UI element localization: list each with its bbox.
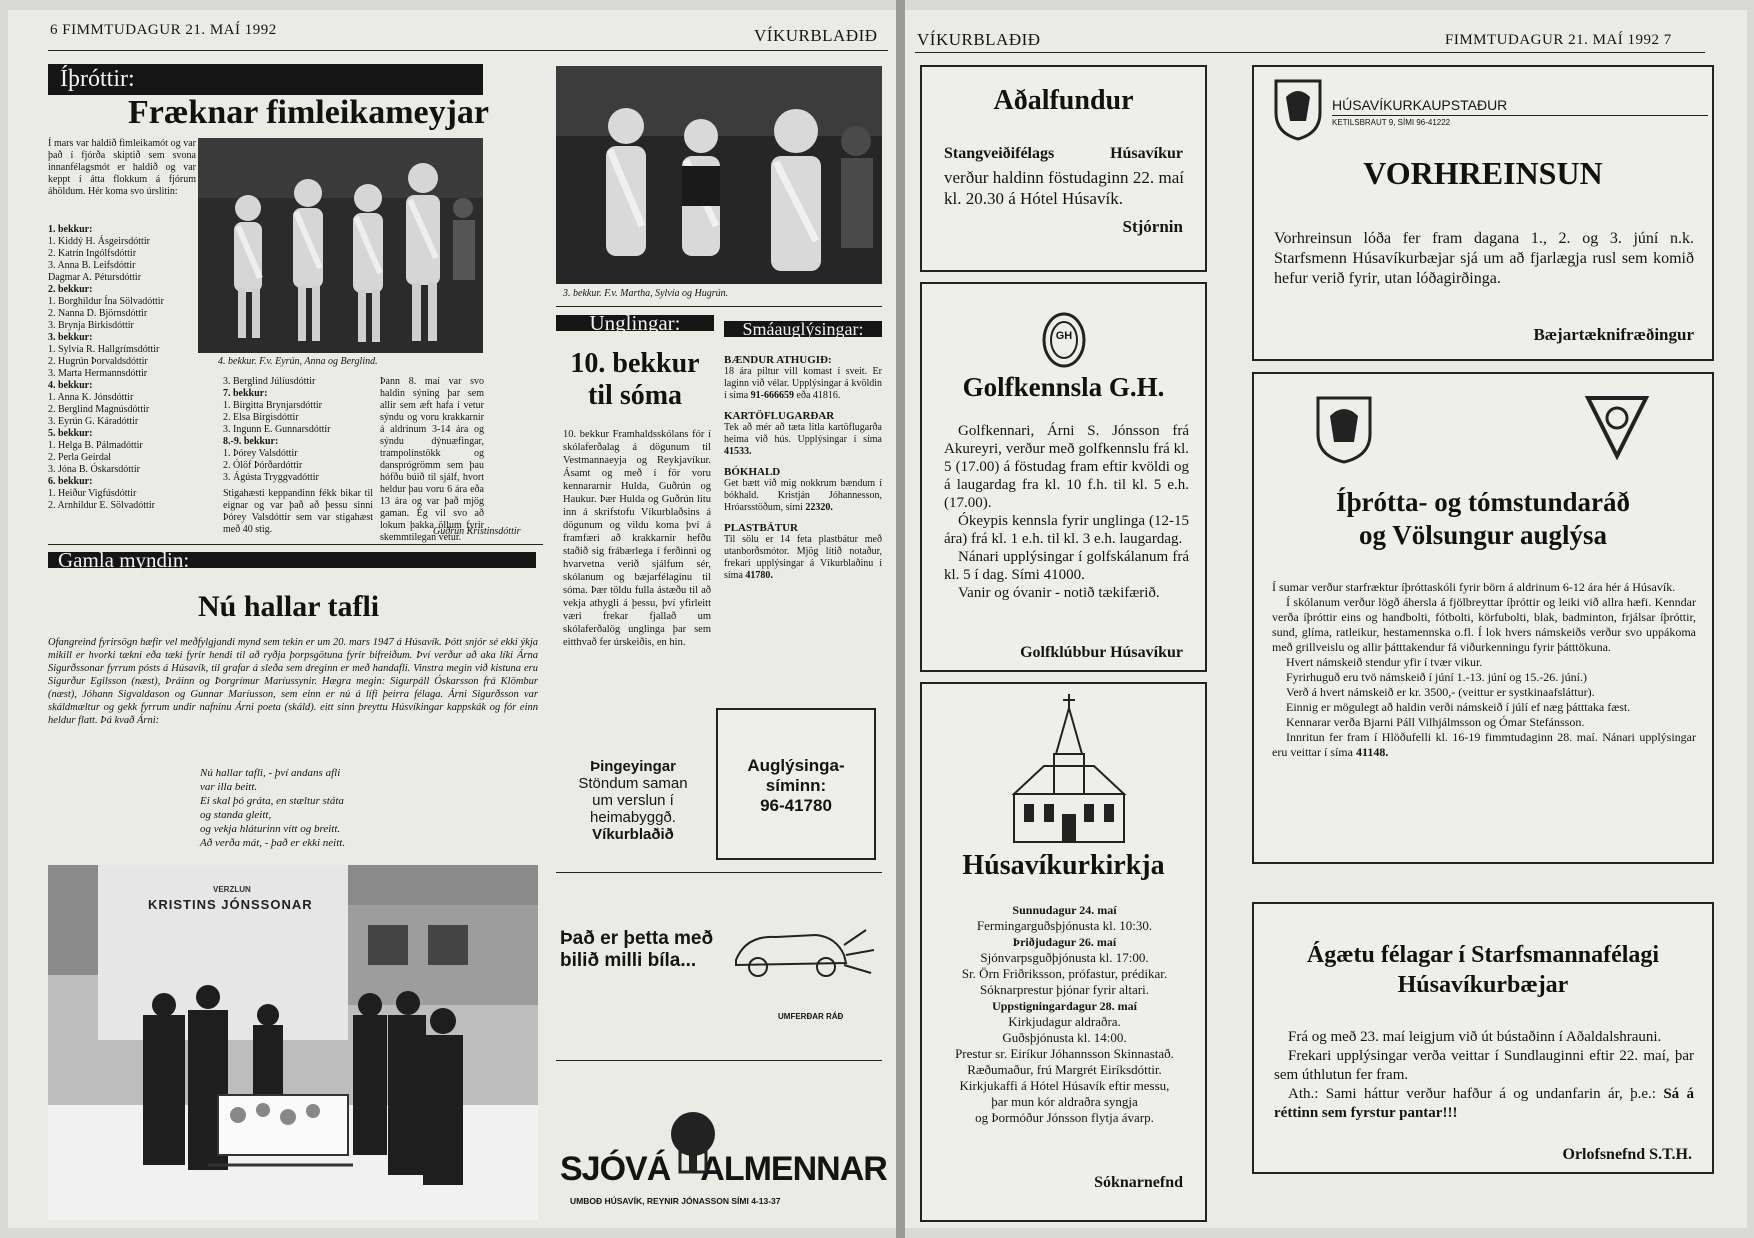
left-page: [8, 10, 896, 1228]
classified-phone: 91-666659: [750, 390, 795, 401]
service-line: Sjónvarpsguðþjónusta kl. 17:00.: [980, 950, 1149, 965]
classifieds-kicker: Smáauglýsingar:: [724, 321, 882, 337]
result-line: 2. bekkur:: [48, 284, 93, 295]
ad-thingeyingar: [563, 758, 703, 843]
classified-item: [724, 410, 882, 458]
adalfundur-text: verður haldinn föstudaginn 22. maí kl. 20.30 á Hótel Húsavík.: [944, 168, 1184, 208]
ith-p7: Kennarar verða Bjarni Páll Vilhjálmsson og Ómar Stefánsson.: [1286, 715, 1585, 729]
oldphoto-kicker: Gamla myndin:: [48, 552, 536, 568]
fel-p2: Frekari upplýsingar verða veittar í Sundlauginni eftir 22. maí, þar sem úthlutun fer fram.: [1274, 1048, 1694, 1083]
sjova-subline: UMBOÐ HÚSAVÍK, REYNIR JÓNASSON SÍMI 4-13-37: [570, 1196, 781, 1206]
poem-line: Að verða mát, - það er ekki neitt.: [200, 837, 346, 849]
service-line: Ræðumaður, frú Margrét Eiríksdóttir.: [967, 1062, 1162, 1077]
result-line: 2. Ólöf Þórðardóttir: [223, 460, 303, 471]
result-line: 1. Heiður Vigfúsdóttir: [48, 488, 137, 499]
poem-line: Ei skal þó gráta, en stæltur státa: [200, 795, 344, 807]
husavik-crest-icon-2: [1314, 394, 1374, 464]
fel-sign: Orlofsnefnd S.T.H.: [1562, 1146, 1692, 1163]
sport-kicker: Íþróttir:: [48, 64, 483, 95]
fel-title: [1254, 940, 1712, 1000]
service-line: Sunnudagur 24. maí: [1012, 903, 1117, 917]
adalfundur-title: Aðalfundur: [993, 85, 1134, 116]
sport-col2-text: Stigahæsti keppandinn fékk bikar til eignar og var það að þessu sinni Þórey Valsdóttir sem var stigahæst með 40 stig.: [223, 488, 373, 535]
photo1-caption: 4. bekkur. F.v. Eyrún, Anna og Berglind.: [218, 356, 378, 367]
result-line: 2. Arnhildur E. Sölvadóttir: [48, 500, 155, 511]
result-line: Dagmar A. Pétursdóttir: [48, 272, 142, 283]
classified-heading: KARTÖFLUGARÐAR: [724, 410, 835, 422]
classified-text: Til sölu er 14 feta plastbátur með utanborðsmótor. Mjög lítið notaður, frekari upplýsingar á Víkurblaðinu í síma 41780.: [724, 534, 882, 581]
service-line: Guðsþjónusta kl. 14:00.: [1002, 1030, 1127, 1045]
golf-body: [944, 422, 1189, 602]
classified-phone: 22320.: [805, 502, 833, 513]
result-line: 3. Marta Hermannsdóttir: [48, 368, 148, 379]
result-line: 2. Perla Geirdal: [48, 452, 112, 463]
golf-p1: Golfkennari, Árni S. Jónsson frá Akureyri, verður með golfkennslu frá kl. 5 (17.00) á föstudag fram eftir kvöldi og á laugardag fra kl. 10 f.h. til kl. 5 e.h. (17.00).: [944, 423, 1189, 511]
husavik-crest-icon: [1272, 77, 1324, 141]
church-title: Húsavíkurkirkja: [962, 850, 1165, 881]
result-line: 2. Hugrún Þorvaldsdóttir: [48, 356, 148, 367]
classified-item: [724, 522, 882, 582]
service-line: þar mun kór aldraðra syngja: [991, 1094, 1138, 1109]
result-line: 3. Jóna B. Óskarsdóttir: [48, 464, 140, 475]
classified-text: Tek að mér að tæta litla kartöflugarða heima við hús. Upplýsingar í síma 41533.: [724, 422, 882, 457]
golf-p3: Nánari upplýsingar í golfskálanum frá kl. 5 í dag. Sími 41000.: [944, 549, 1189, 583]
result-line: 4. bekkur:: [48, 380, 93, 391]
ith-p2: Í skólanum verður lögð áhersla á fjölbreyttar íþróttir og leiki við allra hæfi. Kenndar verða íþróttir eins og handbolti, fótbolti, körfubolti, blak, badminton, frjálsar íþróttir, sund, glíma, ratleikur, hestamennska o.fl. Í lok hvers námskeiðs verður svo uppákoma með grillveislu og allir þátttakendur fá viðurkenningu fyrir þátttökuna.: [1272, 595, 1696, 654]
classified-text: 18 ára piltur vill komast í sveit. Er laginn við vélar. Upplýsingar á kvöldin í síma 91-666659 eða 41816.: [724, 366, 882, 401]
youth-kicker: Unglingar:: [556, 315, 714, 331]
golf-title: Golfkennsla G.H.: [962, 372, 1165, 402]
ad-thing-line2: Stöndum saman: [578, 775, 688, 792]
result-line: 2. Katrín Ingólfsdóttir: [48, 248, 137, 259]
classified-phone: 41533.: [724, 446, 752, 457]
result-line: 1. Kiddý H. Ásgeirsdóttir: [48, 236, 150, 247]
classified-heading: PLASTBÁTUR: [724, 522, 798, 534]
oldphoto-text: Ofangreind fyrirsögn hæfir vel meðfylgjandi mynd sem tekin er um 20. mars 1947 á Húsavík. Þótt snjór sé ekki ýkja mikill er hvorki tækni eða tæki fyrir hendi til að ryðja þorpsgötuna fyrir bifreiðum. Því verður að aka líki Árna Sigurðssonar fyrrum pósts á Húsavík, til grafar á sleða sem dreginn er með handafli. Vinstra megin við kistuna eru Sigurður Egilsson (næst), Þráinn og Þorgrímur Maríussynir. Hægra megin: Sigurpáll Óskarsson frá Klömbur (næst), Jóhann Sigvaldason og Gunnar Maríusson, sem einn er nú á lífi þeirra félaga. Árni Sigurðsson var skáldmæltur og gekk fyrrum undir nafninu Árni poeta (skáld). eitt sinn þreyttu Húsvíkingar kappskák og fór einn heldur flatt. Þá kvað Árni:: [48, 637, 538, 726]
ad-adalfundur: [920, 65, 1207, 272]
vor-company: HÚSAVÍKURKAUPSTAÐUR: [1332, 97, 1508, 113]
result-line: 1. Sylvía R. Hallgrímsdóttir: [48, 344, 160, 355]
result-line: 2. Nanna D. Björnsdóttir: [48, 308, 148, 319]
sport-headline: Fræknar fimleikameyjar: [128, 94, 490, 131]
adalfundur-org-left: Stangveiðifélags: [944, 145, 1055, 162]
service-line: Sr. Örn Friðriksson, prófastur, prédikar.: [961, 966, 1168, 981]
church-services: [932, 902, 1197, 1126]
gymnasts-photo-2: [556, 66, 882, 284]
ad-traffic-line2: bilið milli bíla...: [560, 950, 697, 971]
ith-p1: Í sumar verður starfræktur íþróttaskóli fyrir börn á aldrinum 6-12 ára hér á Húsavík.: [1272, 580, 1676, 594]
ith-p6: Einnig er mögulegt að haldin verði námskeið í júlí ef næg þátttaka fæst.: [1286, 700, 1631, 714]
ith-p4: Fyrirhuguð eru tvö námskeið í júní 1.-13. júní og 15.-26. júní.): [1286, 670, 1587, 684]
fel-title-line1: Ágætu félagar í Starfsmannafélagi: [1306, 942, 1660, 968]
poem-line: og vekja hláturinn vítt og breitt.: [200, 823, 341, 835]
result-line: 1. bekkur:: [48, 224, 93, 235]
service-line: Uppstigningardagur 28. maí: [992, 999, 1137, 1013]
result-line: 3. Eyrún G. Káradóttir: [48, 416, 139, 427]
volsungur-logo-icon: [1584, 394, 1650, 460]
service-line: og Þormóður Jónsson flytja ávarp.: [975, 1110, 1154, 1125]
result-line: 1. Borghildur Ína Sölvadóttir: [48, 296, 164, 307]
fel-body: [1274, 1028, 1694, 1123]
ith-title: [1254, 486, 1712, 552]
ith-p5: Verð á hvert námskeið er kr. 3500,- (veittur er systkinaafsláttur).: [1286, 685, 1595, 699]
poem-line: og standa gleitt,: [200, 809, 272, 821]
sport-col3-text: Þann 8. maí var svo haldin sýning þar sem allir sem æft hafa í vetur sýndu og voru krakkarnir á aldrinum 3-14 ára og sýndu dýnuæfingar, trampolínstökk og dansprógrömm sem þau hófðu búið til sjálf, hvort heldur þau voru 6 ára eða 13 ára og var það mjög gaman. Ég vil svo að lokum þakka öllum fyrir skemmtilegan vetur.: [380, 376, 484, 543]
sjova-logo-left: SJÓVÁ: [560, 1150, 671, 1188]
fel-title-line2: Húsavíkurbæjar: [1397, 972, 1569, 998]
ad-phone-number: 96-41780: [760, 796, 832, 815]
ad-felagar: [1252, 902, 1714, 1174]
result-line: 8.-9. bekkur:: [223, 436, 279, 447]
ad-thing-line4: heimabyggð.: [590, 809, 676, 826]
left-folio: 6 FIMMTUDAGUR 21. MAÍ 1992: [50, 22, 277, 38]
tree-logo-icon: [658, 1108, 728, 1178]
poem-line: Nú hallar tafli, - því andans afli: [200, 767, 341, 779]
classified-heading: BÓKHALD: [724, 466, 781, 478]
ad-thing-line3: um verslun í: [592, 792, 674, 809]
ad-church: [920, 682, 1207, 1222]
result-line: 2. Berglind Magnúsdóttir: [48, 404, 150, 415]
result-line: 3. Ágústa Tryggvadóttir: [223, 472, 319, 483]
result-line: 7. bekkur:: [223, 388, 268, 399]
ad-golf: [920, 282, 1207, 672]
ith-p3: Hvert námskeið stendur yfir í tvær vikur.: [1286, 655, 1483, 669]
youth-headline-line2: til sóma: [587, 380, 683, 411]
classified-item: [724, 466, 882, 514]
service-line: Kirkjudagur aldraðra.: [1008, 1014, 1121, 1029]
classified-phone: 41780.: [745, 570, 773, 581]
youth-headline-line1: 10. bekkur: [570, 348, 700, 379]
traffic-council-logo: UMFERÐAR RÁÐ: [778, 1012, 844, 1021]
result-line: 1. Anna K. Jónsdóttir: [48, 392, 134, 403]
adalfundur-sign: Stjórnin: [1122, 217, 1183, 236]
right-folio: FIMMTUDAGUR 21. MAÍ 1992 7: [1445, 32, 1672, 48]
vor-address: KETILSBRAUT 9, SÍMI 96-41222: [1332, 118, 1451, 127]
ad-traffic-text: [560, 928, 713, 972]
vor-title: VORHREINSUN: [1363, 155, 1603, 191]
left-masthead: VÍKURBLAÐIÐ: [754, 26, 878, 45]
result-line: 3. bekkur:: [48, 332, 93, 343]
ith-phone: 41148.: [1355, 745, 1389, 759]
ith-title-line1: Íþrótta- og tómstundaráð: [1336, 487, 1630, 517]
funeral-photo: [48, 865, 538, 1220]
service-line: Kirkjukaffi á Hótel Húsavík eftir messu,: [959, 1078, 1170, 1093]
result-line: 2. Elsa Birgisdóttir: [223, 412, 299, 423]
right-masthead: VÍKURBLAÐIÐ: [917, 30, 1041, 49]
spread-gutter: [896, 0, 905, 1238]
golf-p2: Ókeypis kennsla fyrir unglinga (12-15 ára) frá kl. 1 e.h. til kl. 3 e.h. laugardag.: [944, 513, 1189, 547]
ad-traffic-line1: Það er þetta með: [560, 928, 714, 949]
youth-text: 10. bekkur Framhaldsskólans fór í skólaferðalag á dögunum til Vestmannaeyja og Reykjavíkur. Ásamt og með í för voru kennararnir Hulda, Guðrún og Haukur. Þær Hulda og Guðrún litu inn á skrifstofu Víkurblaðsins á dögunum og vildu koma því á framfæri að krakkarnir hefðu staðið sig frábærlega í ferðinni og hvarvetna verið sjálfum sér, skólanum og bæjarfélaginu til sóma. Þær töldu fulla ástæðu til að vekja athygli á þessu, því yfirleitt væri frekar fjallað um skólaferðalög unglinga þar sem eitthvað fer úrskeiðis, en hin.: [563, 429, 711, 648]
ad-ithrottir: [1252, 372, 1714, 864]
sport-byline: Guðrún Kristinsdóttir: [433, 526, 521, 537]
right-page: [905, 10, 1747, 1228]
photo2-caption: 3. bekkur. F.v. Martha, Sylvía og Hugrún.: [563, 288, 729, 299]
ad-phone-line2: síminn:: [765, 776, 827, 795]
result-line: 5. bekkur:: [48, 428, 93, 439]
result-line: 1. Þórey Valsdóttir: [223, 448, 298, 459]
fel-p3: Ath.: Sami háttur verður hafður á og undanfarin ár, þ.e.:: [1288, 1086, 1664, 1102]
golf-p4: Vanir og óvanir - notið tækifærið.: [958, 585, 1160, 601]
ad-thing-line1: Þingeyingar: [590, 758, 676, 775]
result-line: 1. Birgitta Brynjarsdóttir: [223, 400, 322, 411]
result-line: 3. Berglind Júlíusdóttir: [223, 376, 316, 387]
ith-body: [1272, 580, 1696, 760]
car-crash-icon: [726, 905, 876, 985]
adalfundur-org-right: Húsavíkur: [1110, 145, 1183, 162]
gymnasts-photo-1: [198, 138, 483, 353]
ith-p8: Innritun fer fram í Hlöðufelli kl. 16-19 fimmtudaginn 28. maí. Nánari upplýsingar eru veittar í síma: [1272, 730, 1696, 759]
youth-headline: [556, 348, 714, 412]
sjova-logo-right: ALMENNAR: [700, 1150, 887, 1188]
results-list-2: [223, 376, 373, 484]
service-line: Þriðjudagur 26. maí: [1012, 935, 1117, 949]
ith-title-line2: og Völsungur auglýsa: [1358, 520, 1608, 550]
result-line: 1. Helga B. Pálmadóttir: [48, 440, 143, 451]
store-sign-line1: VERZLUN: [213, 885, 251, 894]
vor-sign: Bæjartæknifræðingur: [1533, 325, 1694, 344]
store-sign-line2: KRISTINS JÓNSSONAR: [148, 897, 313, 912]
vor-text: Vorhreinsun lóða fer fram dagana 1., 2. og 3. júní n.k. Starfsmenn Húsavíkurbæjar sjá um að fjarlægja rusl sem komið hefur verið fyrir, utan lóðagirðinga.: [1274, 230, 1694, 287]
ad-phone-line1: Auglýsinga-: [747, 756, 845, 775]
ad-phone: [716, 708, 876, 860]
sport-intro: Í mars var haldið fimleikamót og var það í fjórða skiptið sem svona innanfélagsmót er haldið og var keppt í átta flokkum á fjórum áhöldum. Hér koma svo úrslitin:: [48, 138, 196, 197]
result-line: 3. Ingunn E. Gunnarsdóttir: [223, 424, 331, 435]
fel-p3b: Sá á réttinn sem fyrstur pantar!!!: [1274, 1086, 1695, 1121]
service-line: Prestur sr. Eiríkur Jóhannsson Skinnastað.: [955, 1046, 1174, 1061]
church-icon: [1004, 694, 1134, 844]
golf-logo-text: GH: [1055, 330, 1073, 342]
classified-text: Get bætt við mig nokkrum bændum í bókhald. Kristján Jóhannesson, Hróarsstöðum, sími 22320.: [724, 478, 882, 513]
golf-sign: Golfklúbbur Húsavíkur: [1020, 644, 1183, 661]
church-sign: Sóknarnefnd: [1094, 1174, 1183, 1191]
service-line: Fermingarguðsþjónusta kl. 10:30.: [976, 918, 1153, 933]
classified-item: [724, 354, 882, 402]
ad-vorhreinsun: [1252, 65, 1714, 361]
result-line: 3. Brynja Birkisdóttir: [48, 320, 134, 331]
results-list-1: [48, 224, 198, 512]
ad-thing-line5: Víkurblaðið: [592, 826, 674, 843]
oldphoto-headline: Nú hallar tafli: [198, 590, 380, 623]
result-line: 6. bekkur:: [48, 476, 93, 487]
classified-heading: BÆNDUR ATHUGIÐ:: [724, 354, 832, 366]
poem-line: var illa beitt.: [200, 781, 258, 793]
oldphoto-poem: [200, 766, 500, 850]
classifieds-list: [724, 354, 882, 590]
service-line: Sóknarprestur þjónar fyrir altari.: [980, 982, 1149, 997]
fel-p1: Frá og með 23. maí leigjum við út bústaðinn í Aðaldalshrauni.: [1288, 1029, 1662, 1045]
result-line: 3. Anna B. Leifsdóttir: [48, 260, 136, 271]
